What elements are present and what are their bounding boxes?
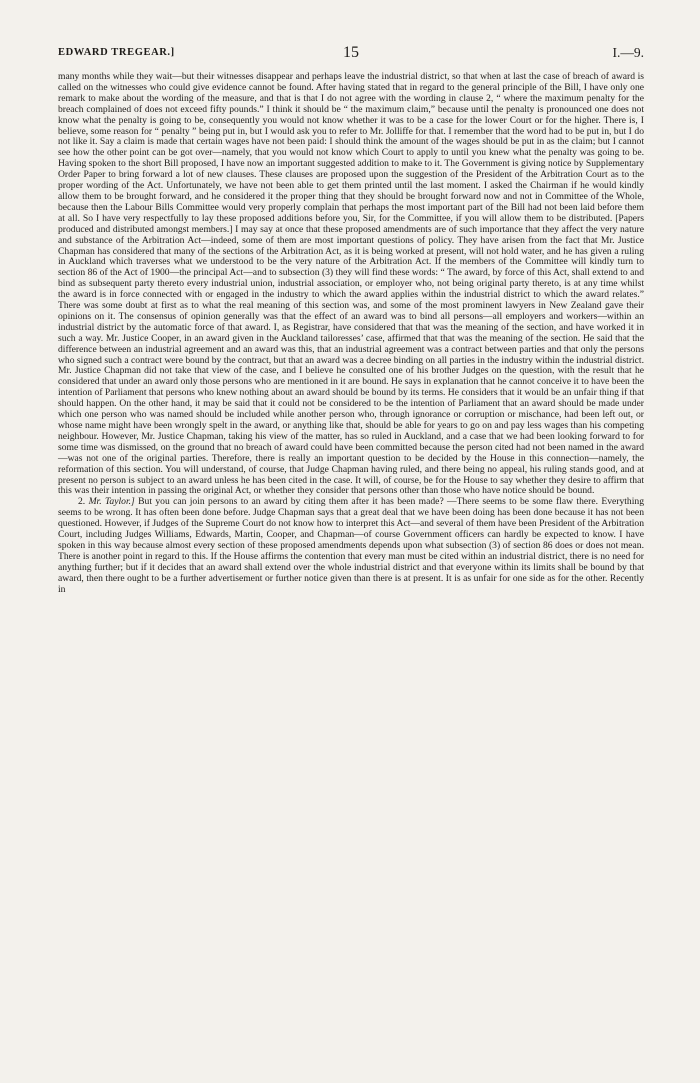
page-number: 15 [343, 44, 359, 61]
document-body [58, 72, 644, 596]
paragraph-continued [58, 72, 644, 497]
paragraph-number: 2. [78, 496, 86, 508]
paragraph-question-2 [58, 497, 644, 595]
document-reference: I.—9. [612, 45, 644, 60]
running-head-author: EDWARD TREGEAR.] [58, 47, 175, 58]
page-header [58, 44, 644, 70]
paragraph-text: many months while they wait—but their witnesses disappear and perhaps leave the industrial district, so that when at last the case of breach of award is called on the witnesses who could give evidence cannot be found. After having stated that in regard to the general principle of the Bill, I have only one remark to make about the wording of the measure, and that is that I do not agree with the wording in clause 2, “ where the maximum penalty for the breach complained of does not exceed fifty pounds.” I think it should be “ the maximum claim,” because until the penalty is pronounced one does not know what the penalty is going to be, consequently you would not know whether it was to be a case for the lower Court or for the higher. There is, I believe, some reason for “ penalty ” being put in, but I would ask you to refer to Mr. Jolliffe for that. I remember that the word had to be put in, but I do not like it. Say a claim is made that certain wages have not been paid: I should think the amount of the wages should be put in as the claim; but I cannot see how the other point can be got over—namely, that you would not know which Court to apply to until you knew what the penalty was going to be. Having spoken to the short Bill proposed, I have now an important suggested addition to make to it. The Government is giving notice by Supplementary Order Paper to bring forward a lot of new clauses. These clauses are proposed upon the suggestion of the President of the Arbitration Court as to the proper wording of the Act. Unfortunately, we have not been able to get them printed until the last moment. I asked the Chairman if he would kindly allow them to be brought forward, and he considered it the proper thing that they should be brought forward now and not in Committee of the Whole, because then the Labour Bills Committee would very properly complain that perhaps the most important part of the Bill had not been laid before them at all. So I have very respectfully to lay these proposed additions before you, Sir, for the Committee, if you will allow them to be distributed. [Papers produced and distributed amongst members.] I may say at once that these proposed amendments are of such importance that they affect the very nature and substance of the Arbitration Act—indeed, some of them are most important questions of policy. They have arisen from the fact that Mr. Justice Chapman has considered that many of the sections of the Arbitration Act, as it is being worked at present, will not hold water, and he has given a ruling in Auckland which traverses what we understood to be the very nature of the Arbitration Act. If the members of the Committee will kindly turn to section 86 of the Act of 1900—the principal Act—and to subsection (3) they will find these words: “ The award, by force of this Act, shall extend to and bind as subsequent party thereto every industrial union, industrial association, or employer who, not being original party thereto, is at any time whilst the award is in force connected with or engaged in the industry to which the award applies within the industrial district to which the award relates.” There was some doubt at first as to what the real meaning of this section was, and some of the most prominent lawyers in New Zealand gave their opinions on it. The consensus of opinion generally was that the effect of an award was to bind all persons—all employers and workers—within an industrial district by the automatic force of that award. I, as Registrar, have considered that that was the meaning of the section, and have worked it in such a way. Mr. Justice Cooper, in an award given in the Auckland tailoresses’ case, affirmed that that was the meaning of the section. He said that the difference between an industrial agreement and an award was this, that an industrial agreement was a contract between parties and that only the persons who signed such a contract were bound by the contract, but that an award was a decree binding on all parties in the industry within the industrial district. Mr. Justice Chapman did not take that view of the case, and I believe he consulted one of his brother Judges on the question, with the result that he considered that under an award only those persons who are mentioned in it are bound. He says in explanation that he cannot conceive it to have been the intention of Parliament that persons who knew nothing about an award should be bound by its terms. He considers that it would be an unfair thing if that should happen. On the other hand, it may be said that it could not be considered to be the intention of Parliament that an award should be made under which one person who was named should be included while another person who, through ignorance or corruption or mischance, had been left out, or whose name might have been wrongly spelt in the award, or anything like that, should be able for years to go on and pay less wages than his competing neighbour. However, Mr. Justice Chapman, taking his view of the matter, has so ruled in Auckland, and a case that we had been looking forward to for some time was dismissed, on the ground that no breach of award could have been committed because the person cited had not been named in the award—was not one of the original parties. Therefore, there is really an important question to be decided by the House in this connection—namely, the reformation of this section. You will understand, of course, that Judge Chapman having ruled, and there being no appeal, his ruling stands good, and at present no person is subject to an award unless he has been cited in the case. It will, of course, be for the House to say whether they desire to affirm that this was their intention in passing the original Act, or whether they consider that persons other than those who have notice should be bound. [58, 71, 644, 497]
paragraph-text: But you can join persons to an award by citing them after it has been made? —There seems to be some flaw there. Everything seems to be wrong. It has often been done before. Judge Chapman says that a great deal that we have been doing has been done because it has not been questioned. However, if Judges of the Supreme Court do not know how to interpret this Act—and several of them have been President of the Arbitration Court, including Judges Williams, Edwards, Martin, Cooper, and Chapman—of course Government officers can hardly be expected to know. I have spoken in this way because almost every section of these proposed amendments depends upon what subsection (3) of section 86 does or does not mean. There is another point in regard to this. If the House affirms the contention that every man must be cited within an industrial district, there is no need for anything further; but if it decides that an award shall extend over the whole industrial district and that everyone within its limits shall be bound by that award, then there ought to be a further advertisement or further notice given than there is at present. It is as unfair for one side as for the other. Recently in [58, 496, 644, 595]
speaker-name: Mr. Taylor.] [88, 496, 135, 508]
